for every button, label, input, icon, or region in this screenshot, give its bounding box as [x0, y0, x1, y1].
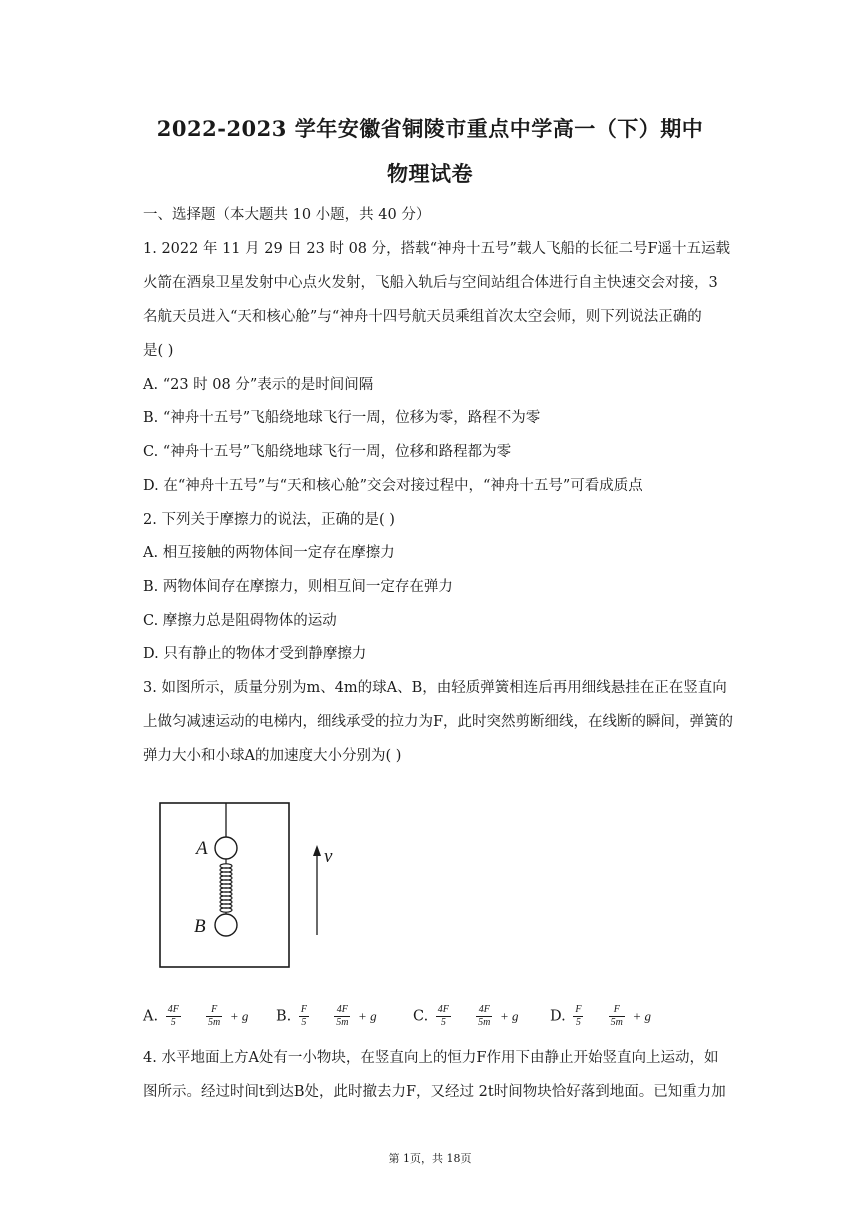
label-v: v	[324, 846, 333, 867]
q1-stem-line3: 名航天员进入“天和核心舱”与“神舟十四号航天员乘组首次太空会师，则下列说法正确的	[143, 309, 702, 325]
velocity-arrow-head	[313, 845, 321, 856]
q4-stem-line2: 图所示。经过时间t到达B处，此时撤去力F，又经过 2t时间物块恰好落到地面。已知重力加	[143, 1084, 726, 1100]
q3-b-frac1: $\frac{F}{5}$	[300, 1004, 307, 1028]
q4-stem-line1: 4. 水平地面上方A处有一小物块，在竖直向上的恒力F作用下由静止开始竖直向上运动，如	[143, 1050, 719, 1066]
label-a: A	[196, 838, 208, 859]
q3-a-frac2: $\frac{F}{5m}$	[208, 1004, 221, 1028]
q1-option-a: A. “23 时 08 分”表示的是时间间隔	[143, 377, 374, 393]
q2-stem: 2. 下列关于摩擦力的说法，正确的是( )	[143, 512, 395, 528]
section-heading: 一、选择题（本大题共 10 小题，共 40 分）	[143, 207, 431, 223]
label-b: B	[194, 916, 206, 937]
q3-option-d: D. $\frac{F}{5}$ $\frac{F}{5m}$ + g	[550, 1004, 652, 1028]
q3-a-frac1: $\frac{4F}{5}$	[167, 1004, 179, 1028]
q3-stem-line1: 3. 如图所示，质量分别为m、4m的球A、B，由轻质弹簧相连后再用细线悬挂在正在竖直向	[143, 680, 727, 696]
q1-stem-line1: 1. 2022 年 11 月 29 日 23 时 08 分，搭载“神舟十五号”载人飞船的长征二号F遥十五运载	[143, 241, 731, 257]
q3-c-frac1: $\frac{4F}{5}$	[437, 1004, 449, 1028]
elevator-spring-figure	[150, 790, 350, 975]
elevator-frame	[160, 803, 289, 967]
q3-c-frac2: $\frac{4F}{5m}$	[478, 1004, 491, 1028]
q3-b-frac2: $\frac{4F}{5m}$	[336, 1004, 349, 1028]
ball-a	[215, 837, 237, 859]
q2-option-d: D. 只有静止的物体才受到静摩擦力	[143, 646, 367, 662]
q2-option-c: C. 摩擦力总是阻碍物体的运动	[143, 613, 337, 629]
q3-d-frac1: $\frac{F}{5}$	[575, 1004, 582, 1028]
q1-option-b: B. “神舟十五号”飞船绕地球飞行一周，位移为零，路程不为零	[143, 410, 541, 426]
exam-title-line1: 2022-2023 学年安徽省铜陵市重点中学高一（下）期中	[156, 116, 704, 141]
q3-option-a: A. $\frac{4F}{5}$ $\frac{F}{5m}$ + g	[143, 1004, 249, 1028]
ball-b	[215, 914, 237, 936]
q1-stem-line4: 是( )	[143, 343, 174, 359]
q3-option-b: B. $\frac{F}{5}$ $\frac{4F}{5m}$ + g	[276, 1004, 377, 1028]
q3-d-frac2: $\frac{F}{5m}$	[610, 1004, 623, 1028]
q1-option-c: C. “神舟十五号”飞船绕地球飞行一周，位移和路程都为零	[143, 444, 512, 460]
q3-stem-line2: 上做匀减速运动的电梯内，细线承受的拉力为F，此时突然剪断细线，在线断的瞬间，弹簧的	[143, 714, 734, 730]
q3-stem-line3: 弹力大小和小球A的加速度大小分别为( )	[143, 748, 402, 764]
q2-option-b: B. 两物体间存在摩擦力，则相互间一定存在弹力	[143, 579, 453, 595]
spring-coil	[220, 864, 232, 912]
exam-title-line2: 物理试卷	[387, 161, 473, 186]
q3-option-c: C. $\frac{4F}{5}$ $\frac{4F}{5m}$ + g	[413, 1004, 519, 1028]
q1-option-d: D. 在“神舟十五号”与“天和核心舱”交会对接过程中，“神舟十五号”可看成质点	[143, 478, 643, 494]
q2-option-a: A. 相互接触的两物体间一定存在摩擦力	[143, 545, 395, 561]
q1-stem-line2: 火箭在酒泉卫星发射中心点火发射，飞船入轨后与空间站组合体进行自主快速交会对接，3	[143, 275, 718, 291]
page-footer: 第 1页，共 18页	[388, 1152, 472, 1165]
